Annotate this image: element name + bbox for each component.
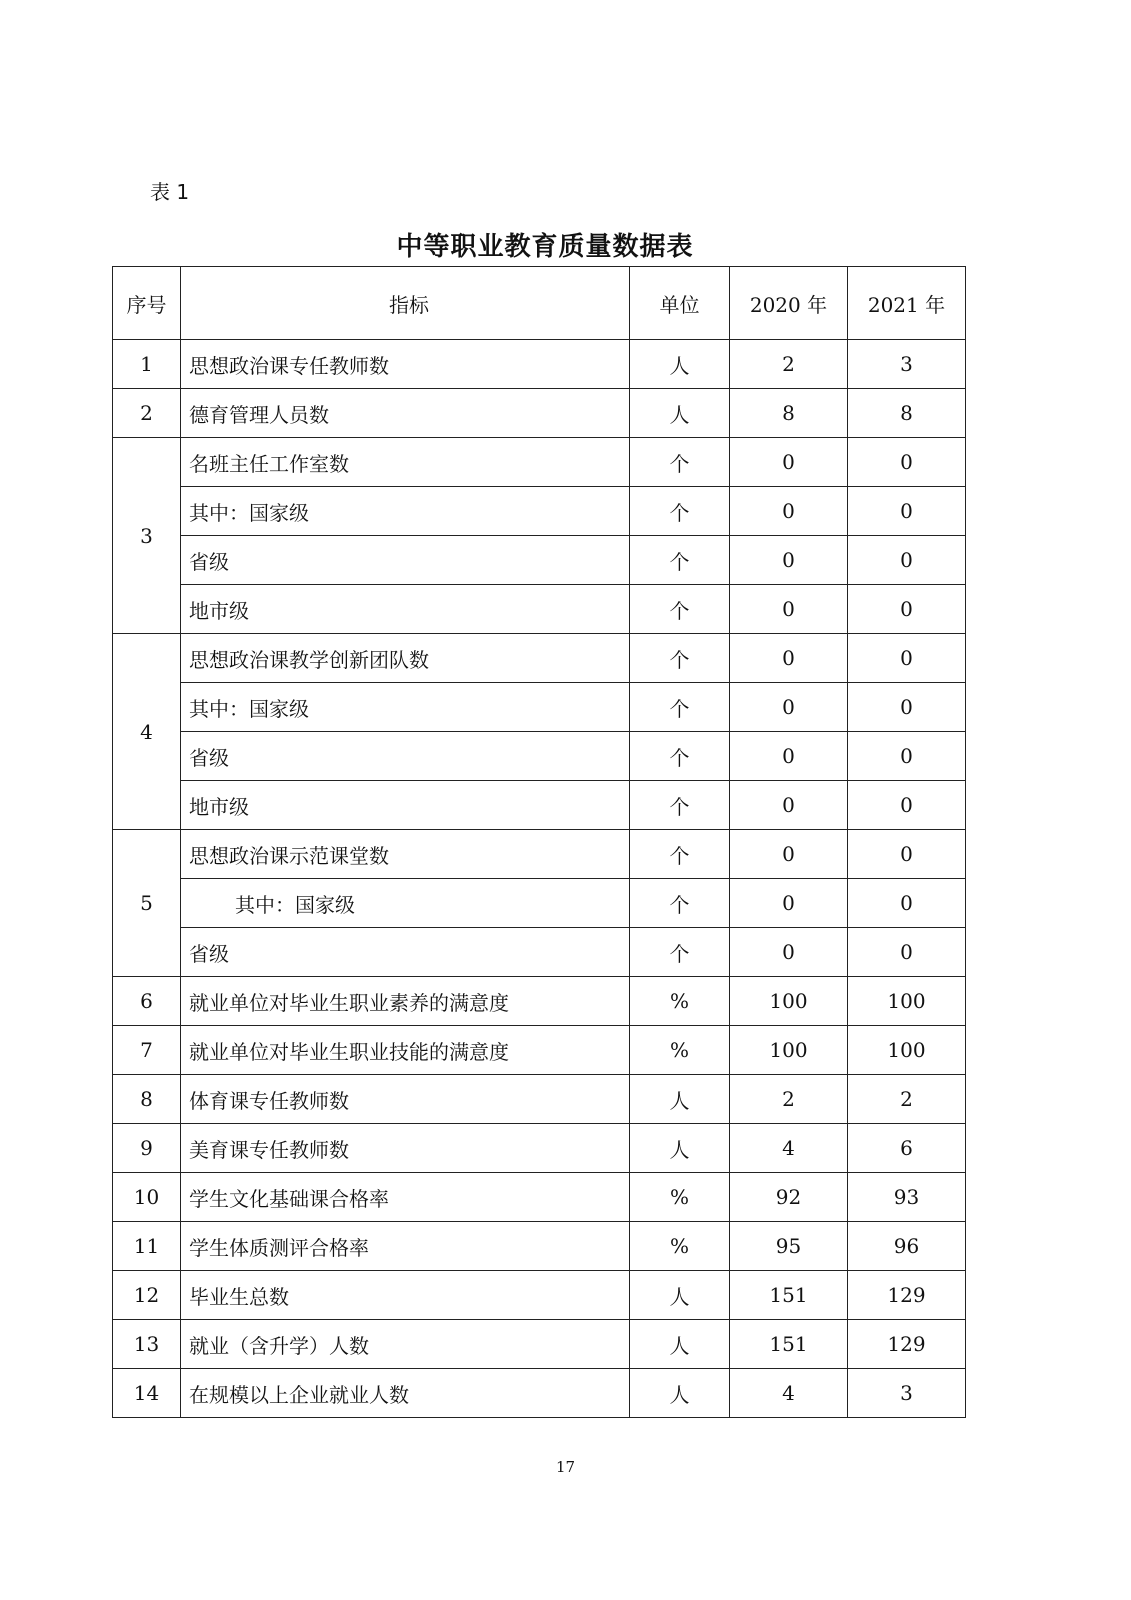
row-unit: 个: [630, 585, 730, 634]
row-unit: 人: [630, 1271, 730, 1320]
row-value-2020: 100: [730, 1026, 848, 1075]
row-value-2020: 8: [730, 389, 848, 438]
table-row: [113, 830, 966, 879]
row-unit: 人: [630, 1369, 730, 1418]
row-value-2021: 0: [848, 634, 966, 683]
row-indicator: 学生文化基础课合格率: [181, 1173, 630, 1222]
row-unit: 个: [630, 879, 730, 928]
row-indicator: 思想政治课教学创新团队数: [181, 634, 630, 683]
row-indicator: 美育课专任教师数: [181, 1124, 630, 1173]
row-seq: 9: [113, 1124, 181, 1173]
row-value-2020: 0: [730, 781, 848, 830]
header-2021: 2021 年: [848, 267, 966, 340]
row-unit: %: [630, 977, 730, 1026]
row-indicator: 就业单位对毕业生职业技能的满意度: [181, 1026, 630, 1075]
row-value-2021: 0: [848, 487, 966, 536]
row-seq: 14: [113, 1369, 181, 1418]
row-seq: 12: [113, 1271, 181, 1320]
row-value-2020: 95: [730, 1222, 848, 1271]
row-unit: 个: [630, 830, 730, 879]
row-seq: 13: [113, 1320, 181, 1369]
row-value-2020: 4: [730, 1369, 848, 1418]
row-value-2021: 8: [848, 389, 966, 438]
row-indicator: 毕业生总数: [181, 1271, 630, 1320]
row-indicator: 名班主任工作室数: [181, 438, 630, 487]
page-number: 17: [555, 1458, 576, 1476]
row-value-2021: 0: [848, 438, 966, 487]
row-indicator: 在规模以上企业就业人数: [181, 1369, 630, 1418]
data-table: [112, 266, 966, 1418]
row-value-2020: 151: [730, 1271, 848, 1320]
table-row: [113, 1222, 966, 1271]
table-row: [113, 977, 966, 1026]
table-row: [113, 781, 966, 830]
row-seq: 10: [113, 1173, 181, 1222]
row-seq: 8: [113, 1075, 181, 1124]
row-unit: 人: [630, 340, 730, 389]
row-seq: 6: [113, 977, 181, 1026]
row-value-2021: 6: [848, 1124, 966, 1173]
row-indicator: 省级: [181, 536, 630, 585]
row-unit: 人: [630, 1320, 730, 1369]
table-row: [113, 1320, 966, 1369]
row-unit: 人: [630, 1075, 730, 1124]
table-row: [113, 634, 966, 683]
table-row: [113, 879, 966, 928]
row-value-2021: 0: [848, 732, 966, 781]
row-unit: 个: [630, 487, 730, 536]
row-value-2020: 0: [730, 487, 848, 536]
row-value-2021: 0: [848, 781, 966, 830]
row-value-2021: 129: [848, 1320, 966, 1369]
row-value-2020: 0: [730, 438, 848, 487]
row-value-2020: 0: [730, 879, 848, 928]
row-indicator: 就业单位对毕业生职业素养的满意度: [181, 977, 630, 1026]
table-title: 中等职业教育质量数据表: [396, 232, 694, 262]
row-seq: 3: [113, 438, 181, 634]
table-row: [113, 340, 966, 389]
table-label: 表 1: [150, 180, 190, 204]
row-value-2020: 0: [730, 585, 848, 634]
row-value-2020: 2: [730, 1075, 848, 1124]
row-unit: 个: [630, 928, 730, 977]
table-row: [113, 1173, 966, 1222]
row-unit: 人: [630, 1124, 730, 1173]
row-value-2021: 0: [848, 536, 966, 585]
row-value-2021: 100: [848, 977, 966, 1026]
row-unit: 个: [630, 683, 730, 732]
row-value-2020: 100: [730, 977, 848, 1026]
row-value-2021: 3: [848, 1369, 966, 1418]
header-2020: 2020 年: [730, 267, 848, 340]
row-value-2021: 0: [848, 585, 966, 634]
row-indicator: 省级: [181, 928, 630, 977]
header-unit: 单位: [630, 267, 730, 340]
row-seq: 2: [113, 389, 181, 438]
table-row: [113, 1026, 966, 1075]
row-seq: 5: [113, 830, 181, 977]
row-value-2021: 129: [848, 1271, 966, 1320]
row-value-2021: 0: [848, 683, 966, 732]
row-value-2020: 0: [730, 732, 848, 781]
row-value-2020: 4: [730, 1124, 848, 1173]
table-row: [113, 1369, 966, 1418]
row-value-2021: 100: [848, 1026, 966, 1075]
row-unit: 个: [630, 536, 730, 585]
row-indicator: 其中：国家级: [181, 683, 630, 732]
row-indicator: 体育课专任教师数: [181, 1075, 630, 1124]
row-indicator: 其中：国家级: [181, 879, 630, 928]
row-value-2021: 0: [848, 928, 966, 977]
row-indicator: 其中：国家级: [181, 487, 630, 536]
row-unit: 个: [630, 634, 730, 683]
row-value-2020: 2: [730, 340, 848, 389]
row-indicator: 思想政治课专任教师数: [181, 340, 630, 389]
row-seq: 4: [113, 634, 181, 830]
row-unit: %: [630, 1222, 730, 1271]
row-indicator: 德育管理人员数: [181, 389, 630, 438]
row-value-2021: 2: [848, 1075, 966, 1124]
table-row: [113, 487, 966, 536]
row-value-2020: 0: [730, 830, 848, 879]
header-row: [113, 267, 966, 340]
row-value-2020: 0: [730, 683, 848, 732]
row-seq: 1: [113, 340, 181, 389]
row-value-2020: 92: [730, 1173, 848, 1222]
row-indicator: 地市级: [181, 781, 630, 830]
row-indicator: 省级: [181, 732, 630, 781]
row-indicator: 地市级: [181, 585, 630, 634]
row-value-2021: 0: [848, 879, 966, 928]
row-value-2021: 3: [848, 340, 966, 389]
row-seq: 7: [113, 1026, 181, 1075]
table-row: [113, 585, 966, 634]
table-row: [113, 1271, 966, 1320]
header-seq: 序号: [113, 267, 181, 340]
row-unit: %: [630, 1173, 730, 1222]
row-unit: 个: [630, 438, 730, 487]
row-value-2021: 0: [848, 830, 966, 879]
row-value-2020: 0: [730, 536, 848, 585]
table-row: [113, 1075, 966, 1124]
row-value-2021: 96: [848, 1222, 966, 1271]
row-value-2020: 151: [730, 1320, 848, 1369]
row-indicator: 学生体质测评合格率: [181, 1222, 630, 1271]
row-value-2020: 0: [730, 634, 848, 683]
row-seq: 11: [113, 1222, 181, 1271]
table-row: [113, 536, 966, 585]
row-unit: 人: [630, 389, 730, 438]
table-row: [113, 438, 966, 487]
table-row: [113, 683, 966, 732]
row-indicator: 思想政治课示范课堂数: [181, 830, 630, 879]
row-value-2020: 0: [730, 928, 848, 977]
table-row: [113, 732, 966, 781]
row-unit: %: [630, 1026, 730, 1075]
row-value-2021: 93: [848, 1173, 966, 1222]
row-unit: 个: [630, 732, 730, 781]
table-row: [113, 389, 966, 438]
row-indicator: 就业（含升学）人数: [181, 1320, 630, 1369]
table-row: [113, 1124, 966, 1173]
row-unit: 个: [630, 781, 730, 830]
table-row: [113, 928, 966, 977]
header-indicator: 指标: [181, 267, 630, 340]
